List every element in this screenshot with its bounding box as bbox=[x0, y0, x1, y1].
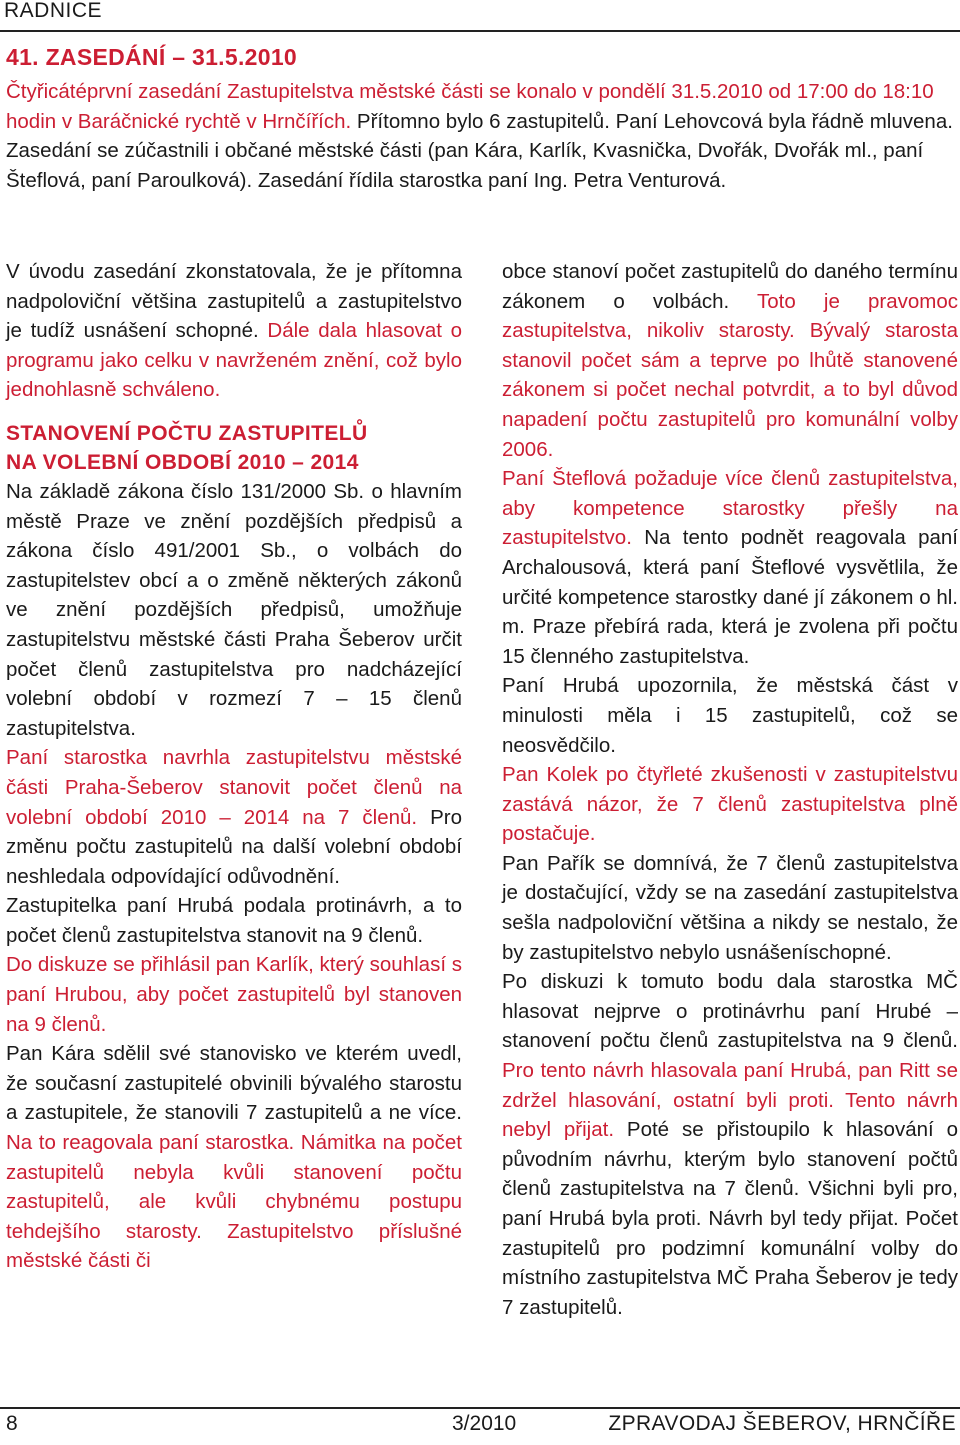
paragraph-segment: Pro tento návrh hlasovala paní Hrubá, pan Ritt se zdržel hlasování, ostatní byli proti. Tento návrh nebyl přijat. bbox=[502, 1059, 958, 1142]
paragraph-segment: obce stanoví počet zastupitelů do daného termínu zákonem o volbách. bbox=[502, 260, 958, 313]
page-number: 8 bbox=[6, 1412, 18, 1435]
left-column bbox=[6, 257, 462, 1276]
body-paragraph bbox=[502, 849, 958, 967]
paragraph-segment: Paní Hrubá upozornila, že městská část v minulosti měla i 15 zastupitelů, což se neosvědčilo. bbox=[502, 674, 958, 757]
paragraph-segment: Pan Pařík se domnívá, že 7 členů zastupitelstva je dostačující, vždy se na zasedání zastupitelstva sešla nadpoloviční většina a nikdy se nestalo, že by zastupitelstvo nebylo usnášeníschopné. bbox=[502, 851, 958, 964]
paragraph-segment: Pan Kolek po čtyřleté zkušenosti v zastupitelstvu zastává názor, že 7 členů zastupitelstva plně postačuje. bbox=[502, 763, 958, 846]
section-heading-line: STANOVENÍ POČTU ZASTUPITELŮ bbox=[6, 421, 368, 445]
section-heading-line: NA VOLEBNÍ OBDOBÍ 2010 – 2014 bbox=[6, 450, 359, 474]
body-paragraph bbox=[6, 743, 462, 891]
body-paragraph bbox=[502, 760, 958, 849]
intro-segment: Zasedání se zúčastnili i občané městské části (pan Kára, Karlík, Kvasnička, Dvořák, Dvořák ml., paní Šteflová, paní Paroulková). bbox=[6, 139, 924, 192]
paragraph-segment: Na to reagovala paní starostka. Námitka na počet zastupitelů nebyla kvůli stanovení počtu zastupitelů, ale kvůli chybnému postupu tehdejšího starosty. Zastupitelstvo příslušné městské části či bbox=[6, 1131, 462, 1273]
section-label: RADNICE bbox=[4, 0, 103, 22]
body-paragraph bbox=[6, 1039, 462, 1276]
paragraph-segment: Pro změnu počtu zastupitelů na další volební období neshledala odpovídající odůvodnění. bbox=[6, 805, 462, 888]
paragraph-segment: Paní starostka navrhla zastupitelstvu městské části Praha-Šeberov stanovit počet členů na volební období 2010 – 2014 na 7 členů. bbox=[6, 746, 462, 829]
publication-name: ZPRAVODAJ ŠEBEROV, HRNČÍŘE bbox=[608, 1412, 956, 1435]
meeting-title: 41. ZASEDÁNÍ – 31.5.2010 bbox=[6, 44, 298, 70]
intro-segment: Přítomno bylo 6 zastupitelů. Paní Lehovcová byla řádně mluvena. bbox=[356, 109, 953, 133]
paragraph-segment: Na tento podnět reagovala paní Archalousová, která paní Šteflové vysvětlila, že určité kompetence starostky dané jí zákonem o hl. m. Praze přebírá rada, která je zvolena při počtu 15 členného zastupitelstva. bbox=[502, 526, 958, 668]
intro-segment: Čtyřicátéprvní zasedání Zastupitelstva městské části se konalo v pondělí 31.5.2010 od 17:00 do 18:10 hodin v Baráčnické rychtě v Hrnčířích. bbox=[6, 80, 934, 133]
right-column bbox=[502, 257, 958, 1322]
legal-basis-paragraph: Na základě zákona číslo 131/2000 Sb. o hlavním městě Praze ve znění pozdějších předpisů a zákona číslo 491/2001 Sb., o volbách do zastupitelstev obcí a o změně některých zákonů ve znění pozdějších předpisů, umožňuje zastupitelstvu městské části Praha Šeberov určit počet členů zastupitelstva pro nadcházející volební období v rozmezí 7 – 15 členů zastupitelstva. bbox=[6, 479, 462, 740]
paragraph-segment: V úvodu zasedání zkonstatovala, že je přítomna nadpoloviční většina zastupitelů a zastupitelstvo je tudíž usnášení schopné. bbox=[6, 260, 462, 343]
opening-paragraph bbox=[6, 257, 462, 405]
paragraph-segment: Zastupitelka paní Hrubá podala protinávrh, a to počet členů zastupitelstva stanovit na 9 členů. bbox=[6, 894, 462, 947]
paragraph-segment: Dále dala hlasovat o programu jako celku v navrženém znění, což bylo jednohlasně schváleno. bbox=[6, 319, 462, 402]
paragraph-segment: Pan Kára sdělil své stanovisko ve kterém uvedl, že současní zastupitelé obvinili bývalého starostu a zastupitele, že stanovili 7 zastupitelů a ne více. bbox=[6, 1042, 462, 1125]
top-divider bbox=[0, 30, 960, 32]
body-paragraph bbox=[502, 257, 958, 464]
intro-paragraph bbox=[6, 77, 958, 195]
paragraph-segment: Paní Šteflová požaduje více členů zastupitelstva, aby kompetence starostky přešly na zastupitelstvo. bbox=[502, 467, 958, 550]
body-paragraph bbox=[6, 891, 462, 950]
issue-number: 3/2010 bbox=[452, 1412, 517, 1435]
paragraph-segment: Poté se přistoupilo k hlasování o původním návrhu, kterým bylo stanovení počtů členů zastupitelstva na 7 členů. Všichni byli pro, paní Hrubá byla proti. Návrh byl tedy přijat. Počet zastupitelů pro podzimní komunální volby do místního zastupitelstva MČ Praha Šeberov je tedy 7 zastupitelů. bbox=[502, 1118, 958, 1319]
body-paragraph bbox=[502, 671, 958, 760]
intro-segment: Zasedání řídila starostka paní Ing. Petra Venturová. bbox=[257, 168, 727, 192]
body-paragraph bbox=[6, 950, 462, 1039]
section-heading bbox=[6, 419, 462, 477]
bottom-divider bbox=[0, 1407, 960, 1409]
paragraph-segment: Toto je pravomoc zastupitelstva, nikoliv starosty. Bývalý starosta stanovil počet sám a teprve po lhůtě stanovené zákonem si počet nechal potvrdit, a to byl důvod napadení počtu zastupitelů pro komunální volby 2006. bbox=[502, 289, 958, 461]
body-paragraph bbox=[502, 464, 958, 671]
body-paragraph bbox=[502, 967, 958, 1322]
paragraph-segment: Do diskuze se přihlásil pan Karlík, který souhlasí s paní Hrubou, aby počet zastupitelů byl stanoven na 9 členů. bbox=[6, 953, 462, 1036]
paragraph-segment: Po diskuzi k tomuto bodu dala starostka MČ hlasovat nejprve o protinávrhu paní Hrubé – stanovení počtu členů zastupitelstva na 9 členů. bbox=[502, 970, 958, 1053]
